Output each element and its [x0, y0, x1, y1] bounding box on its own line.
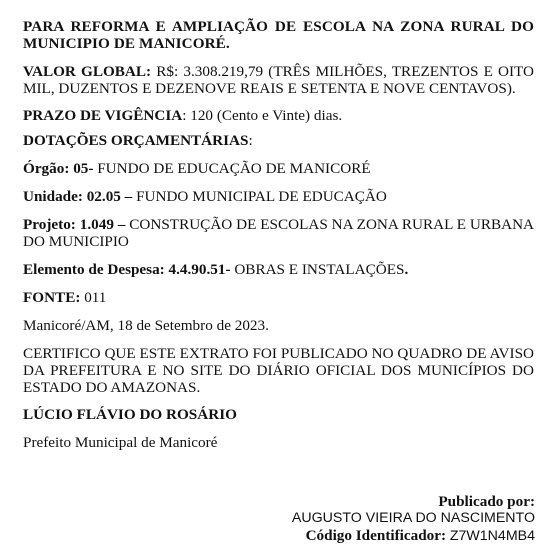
unidade-value: FUNDO MUNICIPAL DE EDUCAÇÃO — [132, 188, 387, 205]
codigo-identificador — [292, 527, 535, 545]
signatario-nome-text: LÚCIO FLÁVIO DO ROSÁRIO — [23, 406, 237, 423]
document-title: PARA REFORMA E AMPLIAÇÃO DE ESCOLA NA ZONA RURAL DO MUNICIPIO DE MANICORÉ. — [23, 18, 534, 52]
elemento-suffix: . — [404, 261, 409, 278]
prazo-value: : 120 (Cento e Vinte) dias. — [182, 107, 343, 124]
orgao-paragraph — [23, 160, 534, 177]
dotacoes-paragraph — [23, 132, 534, 149]
codigo-value: Z7W1N4MB4 — [449, 528, 535, 544]
publicado-por-nome: AUGUSTO VIEIRA DO NASCIMENTO — [291, 510, 535, 526]
projeto-value: CONSTRUÇÃO DE ESCOLAS NA ZONA RURAL E URBANA DO MUNICIPIO — [23, 216, 534, 250]
prazo-paragraph — [23, 107, 534, 124]
local-data: Manicoré/AM, 18 de Setembro de 2023. — [23, 317, 269, 334]
valor-global-paragraph — [23, 63, 534, 97]
elemento-paragraph — [23, 261, 534, 278]
dotacoes-value: : — [248, 132, 253, 149]
publication-block — [292, 493, 535, 545]
publicado-por-label — [292, 493, 535, 510]
valor-global-value: R$: 3.308.219,79 (TRÊS MILHÕES, TREZENTOS E OITO MIL, DUZENTOS E DEZENOVE REAIS E SETENTA E NOVE CENTAVOS). — [23, 63, 534, 97]
fonte-paragraph — [23, 289, 534, 306]
publicado-por-text: Publicado por: — [438, 493, 535, 510]
signatario-cargo: Prefeito Municipal de Manicoré — [23, 434, 218, 451]
elemento-label: Elemento de Despesa: 4.4.90.51- — [23, 261, 231, 278]
document-body — [23, 18, 534, 451]
projeto-label: Projeto: 1.049 – — [23, 216, 126, 233]
unidade-paragraph — [23, 188, 534, 205]
fonte-label: FONTE: — [23, 289, 81, 306]
signatario-nome — [23, 406, 534, 423]
orgao-label: Órgão: 05- — [23, 160, 94, 177]
certificado-paragraph: CERTIFICO QUE ESTE EXTRATO FOI PUBLICADO NO QUADRO DE AVISO DA PREFEITURA E NO SITE DO DIÁRIO OFICIAL DOS MUNICÍPIOS DO ESTADO DO AMAZONAS. — [23, 345, 534, 396]
codigo-label: Código Identificador: — [305, 527, 447, 544]
unidade-label: Unidade: 02.05 – — [23, 188, 133, 205]
projeto-paragraph — [23, 216, 534, 250]
elemento-value: OBRAS E INSTALAÇÕES — [230, 261, 405, 278]
fonte-value: 011 — [80, 289, 107, 306]
prazo-label: PRAZO DE VIGÊNCIA — [23, 107, 183, 124]
dotacoes-label: DOTAÇÕES ORÇAMENTÁRIAS — [23, 132, 249, 149]
orgao-value: FUNDO DE EDUCAÇÃO DE MANICORÉ — [93, 160, 371, 177]
valor-global-label: VALOR GLOBAL: — [23, 63, 152, 80]
